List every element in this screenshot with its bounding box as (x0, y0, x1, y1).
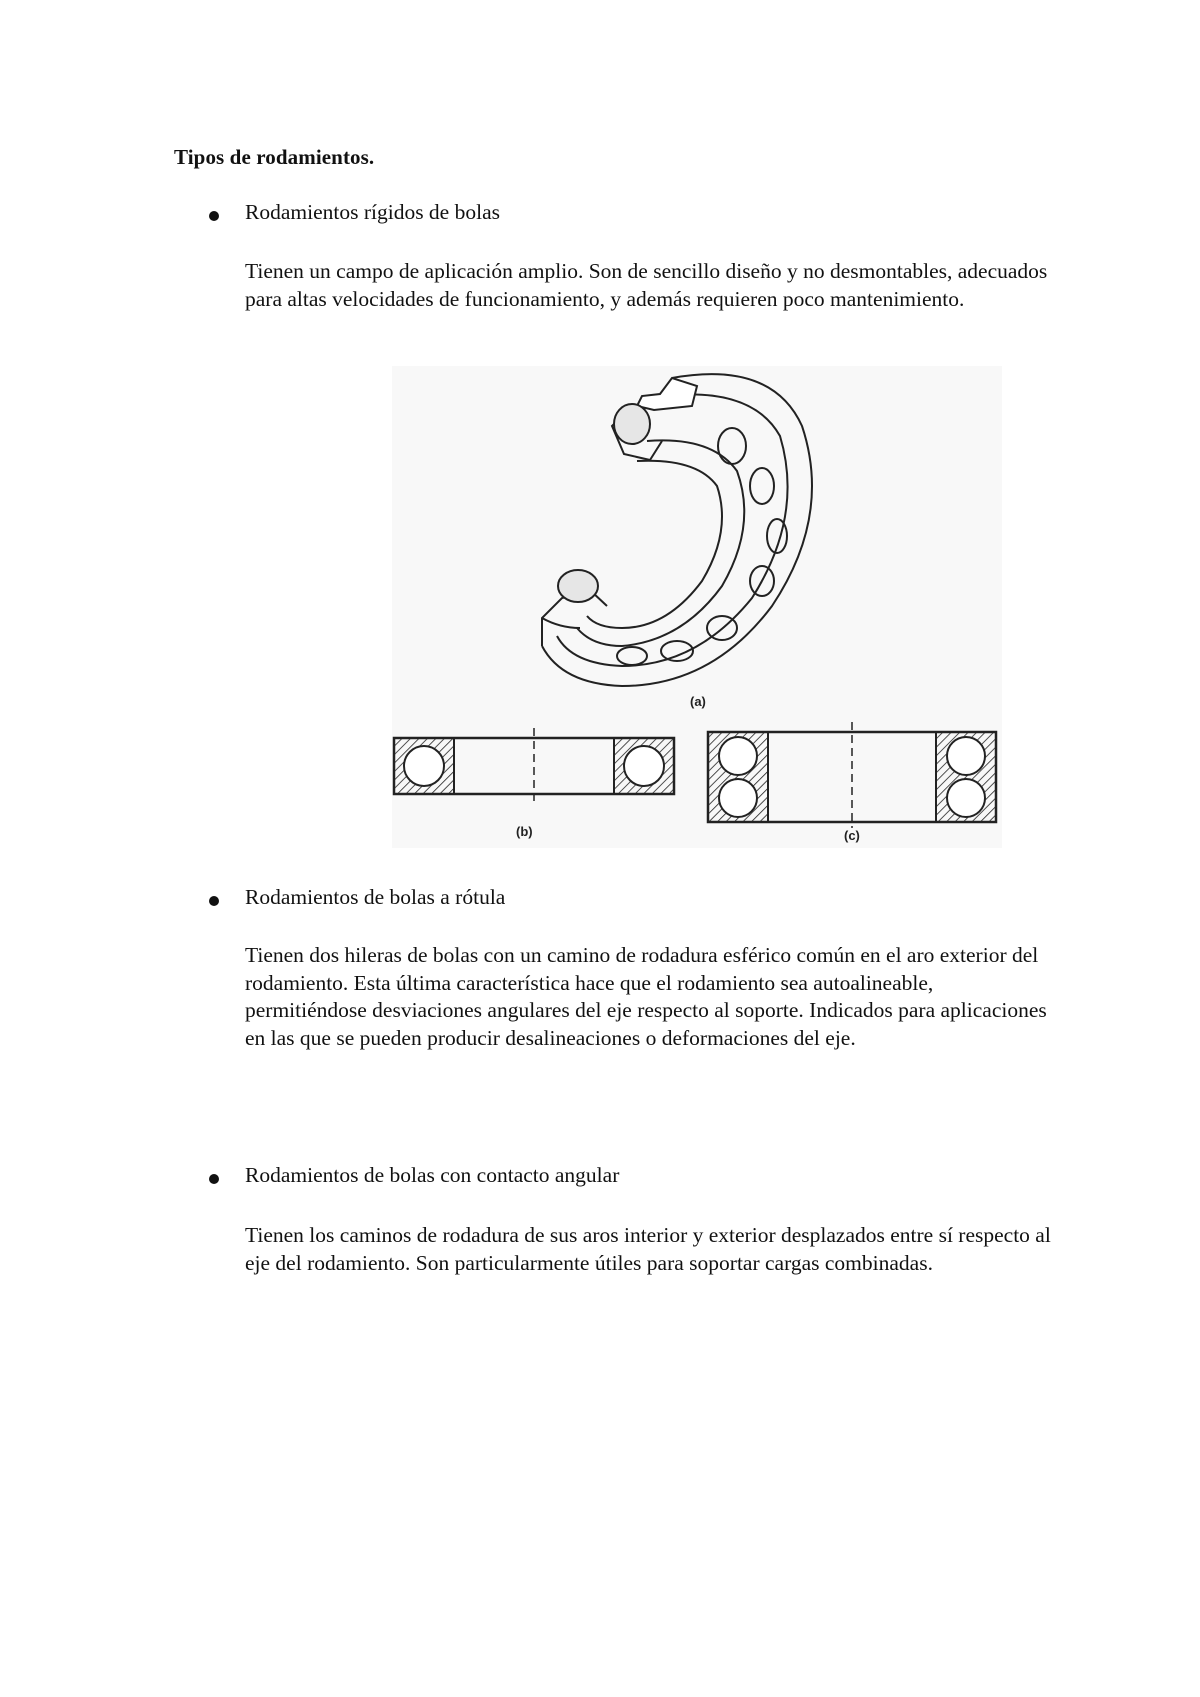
section-heading: Rodamientos rígidos de bolas (245, 200, 500, 224)
figure-label-c: (c) (844, 828, 860, 843)
bearing-figure (392, 366, 1002, 848)
bearing-section-single-row (394, 728, 674, 806)
section-heading: Rodamientos de bolas con contacto angular (245, 1163, 620, 1187)
section-heading: Rodamientos de bolas a rótula (245, 885, 506, 909)
figure-label-a: (a) (690, 694, 706, 709)
bullet-icon (209, 896, 219, 906)
bearing-drawing (392, 366, 1002, 848)
figure-label-b: (b) (516, 824, 533, 839)
section-body: Tienen un campo de aplicación amplio. Son de sencillo diseño y no desmontables, adecuados para altas velocidades de funcionamiento, y además requieren poco mantenimiento. (245, 259, 1048, 311)
bullet-icon (209, 1174, 219, 1184)
page-title: Tipos de rodamientos. (174, 145, 375, 169)
bearing-cutaway-drawing (542, 374, 812, 686)
section-body: Tienen dos hileras de bolas con un camino de rodadura esférico común en el aro exterior del rodamiento. Esta última característica hace que el rodamiento sea autoalineable, permitiéndose desviaciones angulares del eje respecto al soporte. Indicados para aplicaciones en las que se pueden producir desalineaciones o deformaciones del eje. (245, 943, 1047, 1050)
bullet-icon (209, 211, 219, 221)
section-body: Tienen los caminos de rodadura de sus aros interior y exterior desplazados entre sí respecto al eje del rodamiento. Son particularmente útiles para soportar cargas combinadas. (245, 1223, 1051, 1275)
bearing-section-double-row (708, 722, 996, 828)
